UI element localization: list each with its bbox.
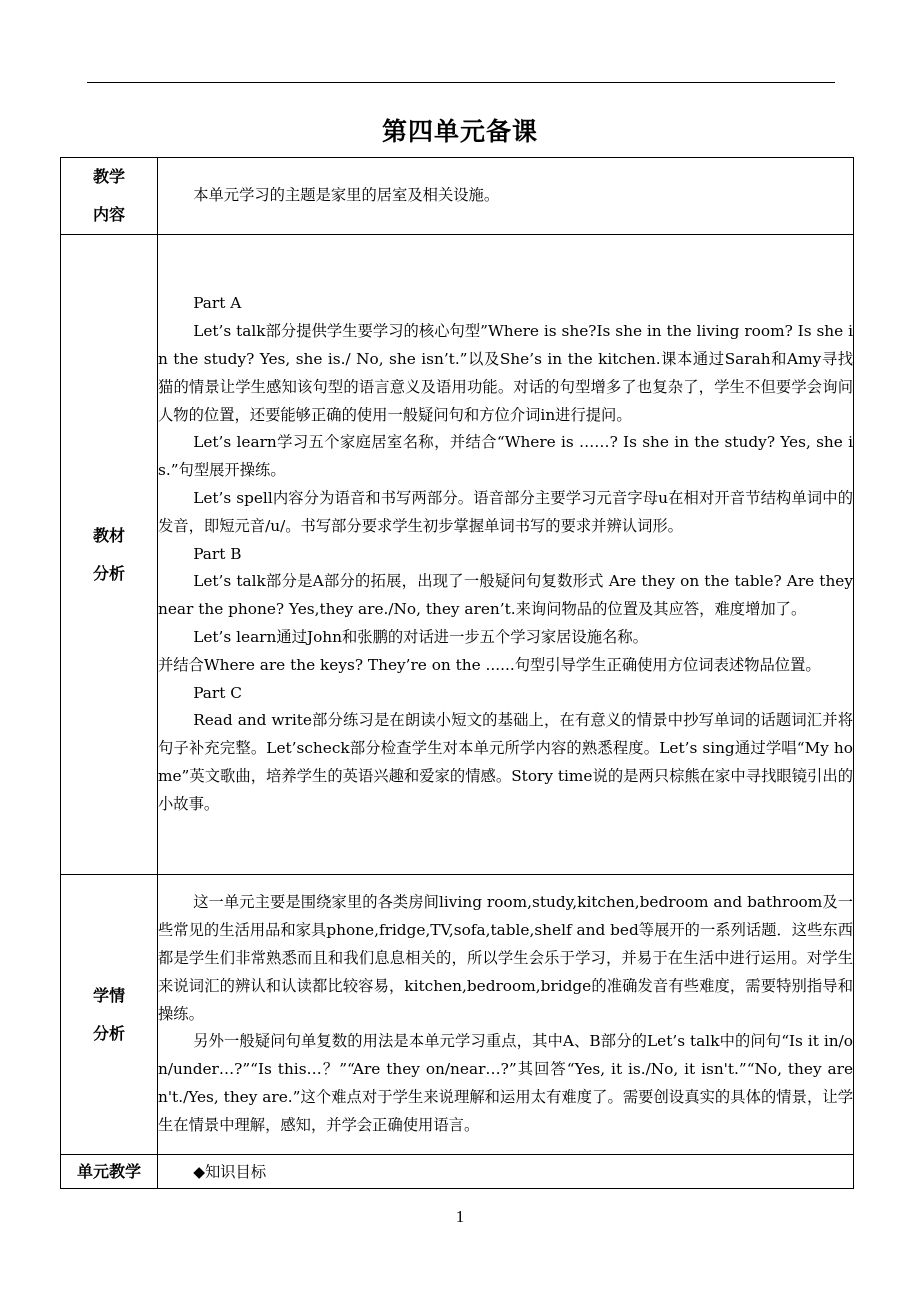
paragraph: Let’s talk部分是A部分的拓展，出现了一般疑问句复数形式 Are they on the table? Are they near the phone? Yes,they are./No, they aren’t.来询问物品的位置及其应答，难度增加了。 bbox=[158, 572, 853, 619]
paragraph: ◆知识目标 bbox=[193, 1162, 267, 1181]
paragraph: Let’s learn学习五个家庭居室名称，并结合“Where is ……? Is she in the study? Yes, she is.”句型展开操练。 bbox=[158, 433, 853, 480]
header-rule bbox=[87, 82, 835, 83]
paragraph: Part A bbox=[193, 294, 242, 313]
paragraph: Let’s talk部分提供学生要学习的核心句型”Where is she?Is she in the living room? Is she in the study? Yes, she is./ No, she isn’t.”以及She’s in the kitchen.课本通过Sarah和Amy寻找猫的情景让学生感知该句型的语言意义及语用功能。对话的句型增多了也复杂了，学生不但要学会询问人物的位置，还要能够正确的使用一般疑问句和方位介词in进行提问。 bbox=[158, 322, 853, 424]
row-label-goals: 单元教学 bbox=[61, 1155, 158, 1189]
lesson-plan-table bbox=[60, 157, 854, 1189]
paragraph: 本单元学习的主题是家里的居室及相关设施。 bbox=[193, 186, 500, 205]
label-line: 内容 bbox=[92, 205, 125, 224]
label-line: 学情 bbox=[92, 985, 125, 1005]
paragraph: Part B bbox=[193, 544, 242, 563]
page-number: 1 bbox=[455, 1207, 465, 1226]
label-line: 教学 bbox=[92, 167, 125, 186]
paragraph: Let’s learn通过John和张鹏的对话进一步五个学习家居设施名称。 bbox=[193, 627, 648, 646]
paragraph: 这一单元主要是围绕家里的各类房间living room,study,kitchen,bedroom and bathroom及一些常见的生活用品和家具phone,fridge,TV,sofa,table,shelf and bed等展开的一系列话题．这些东西都是学生们非常熟悉而且和我们息息相关的，所以学生会乐于学习，并易于在生活中进行运用。对学生来说词汇的辨认和认读都比较容易，kitchen,bedroom,bridge的准确发音有些难度，需要特别指导和操练。 bbox=[158, 893, 853, 1023]
paragraph: Let’s spell内容分为语音和书写两部分。语音部分主要学习元音字母u在相对开音节结构单词中的发音，即短元音/u/。书写部分要求学生初步掌握单词书写的要求并辨认词形。 bbox=[158, 489, 853, 535]
goals-cell bbox=[158, 1155, 854, 1189]
paragraph: 另外一般疑问句单复数的用法是本单元学习重点，其中A、B部分的Let’s talk中的问句“Is it in/on/under…?”“Is this…？”“Are they on/near…?”其回答“Yes, it is./No, it isn't.”“No, they aren't./Yes, they are.”这个难点对于学生来说理解和运用太有难度了。需要创设真实的具体的情景，让学生在情景中理解，感知，并学会正确使用语言。 bbox=[158, 1032, 853, 1134]
content-cell bbox=[158, 158, 854, 235]
page-title: 第四单元备课 bbox=[381, 117, 538, 146]
label-line: 分析 bbox=[92, 1023, 125, 1043]
row-label-content bbox=[61, 158, 158, 235]
student-analysis-cell bbox=[158, 875, 854, 1155]
material-analysis-cell bbox=[158, 235, 854, 875]
table-row bbox=[61, 158, 854, 235]
row-label-material bbox=[61, 235, 158, 875]
table-row bbox=[61, 235, 854, 875]
paragraph: Read and write部分练习是在朗读小短文的基础上，在有意义的情景中抄写单词的话题词汇并将句子补充完整。Let’scheck部分检查学生对本单元所学内容的熟悉程度。Let’s sing通过学唱“My home”英文歌曲，培养学生的英语兴趣和爱家的情感。Story time说的是两只棕熊在家中寻找眼镜引出的小故事。 bbox=[158, 711, 853, 813]
paragraph: Part C bbox=[193, 683, 242, 702]
table-row bbox=[61, 875, 854, 1155]
row-label-students bbox=[61, 875, 158, 1155]
label-line: 分析 bbox=[92, 563, 125, 583]
label-line: 教材 bbox=[92, 525, 125, 545]
table-row bbox=[61, 1155, 854, 1189]
paragraph: 并结合Where are the keys? They’re on the ......句型引导学生正确使用方位词表述物品位置。 bbox=[158, 655, 821, 674]
